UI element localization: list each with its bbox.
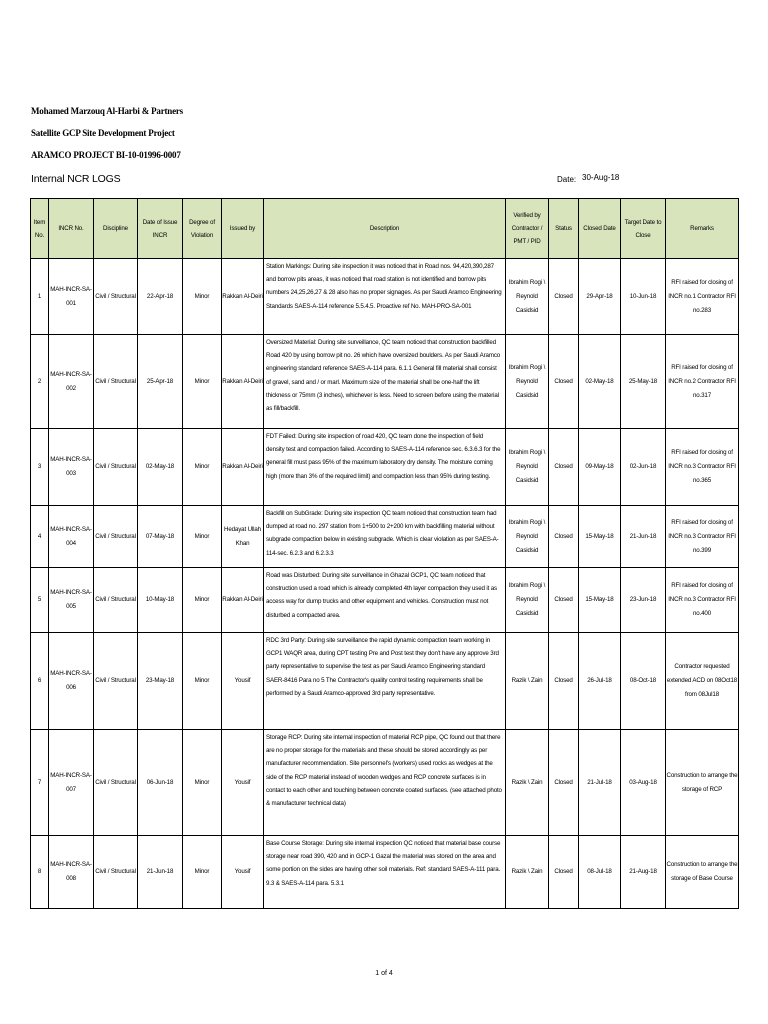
table-row <box>31 568 739 633</box>
target-date-cell: 25-May-18 <box>621 335 666 429</box>
incr-number-cell: MAH-INCR-SA-002 <box>49 335 94 429</box>
description-cell <box>264 730 506 836</box>
table-row <box>31 335 739 429</box>
column-header: Status <box>549 199 579 259</box>
discipline-cell: Civil / Structural <box>94 730 138 836</box>
degree-cell: Minor <box>183 836 222 909</box>
discipline-cell: Civil / Structural <box>94 568 138 633</box>
incr-number-cell: MAH-INCR-SA-001 <box>49 259 94 335</box>
remarks-cell: Contractor requested extended ACD on 08Oct18 from 08Jul18 <box>666 633 739 730</box>
incr-number-cell: MAH-INCR-SA-007 <box>49 730 94 836</box>
project-name: Satellite GCP Site Development Project <box>31 128 175 138</box>
discipline-cell: Civil / Structural <box>94 506 138 568</box>
discipline-cell: Civil / Structural <box>94 836 138 909</box>
issued-by-cell: Rakkan Al-Deiri <box>222 259 264 335</box>
closed-date-cell: 02-May-18 <box>579 335 621 429</box>
status-cell: Closed <box>549 568 579 633</box>
closed-date-cell: 26-Jul-18 <box>579 633 621 730</box>
incr-number-cell: MAH-INCR-SA-004 <box>49 506 94 568</box>
column-header: Verified by Contractor / PMT / PID <box>506 199 549 259</box>
description-cell <box>264 335 506 429</box>
column-header: Discipline <box>94 199 138 259</box>
closed-date-cell: 29-Apr-18 <box>579 259 621 335</box>
degree-cell: Minor <box>183 633 222 730</box>
description-text: Base Course Storage: During site internal inspection QC noticed that material base course storage near road 390, 420 and in GCP-1 Gazal the material was stored on the area and some portion on the sides are having other soil materials. Ref: standard SAES-A-111 para. 9.3 & SAES-A-114 para. 5.3.1 <box>266 840 501 887</box>
remarks-cell: RFI raised for closing of INCR no.2 Contractor RFI no.317 <box>666 335 739 429</box>
discipline-cell: Civil / Structural <box>94 633 138 730</box>
status-cell: Closed <box>549 836 579 909</box>
closed-date-cell: 15-May-18 <box>579 568 621 633</box>
column-header: Target Date to Close <box>621 199 666 259</box>
column-header: Degree of Violation <box>183 199 222 259</box>
description-cell <box>264 506 506 568</box>
remarks-cell: Construction to arrange the storage of Base Course <box>666 836 739 909</box>
status-cell: Closed <box>549 506 579 568</box>
verified-by-cell: Razik \ Zain <box>506 836 549 909</box>
verified-by-cell: Ibrahim Rogi \ Reynold Casidsid <box>506 259 549 335</box>
degree-cell: Minor <box>183 568 222 633</box>
description-text: Oversized Material: During site surveillance, QC team noticed that construction backfilled Road 420 by using borrow pit no. 26 which have oversized boulders. As per Saudi Aramco engineering standard reference SAES-A-114 para. 6.1.1 General fill material shall consist of gravel, sand and / or marl. Maximum size of the material shall be one-half the lift thickness or 75mm (3 inches), whichever is less. Need to screen before using the material as fill/backfill. <box>266 339 501 413</box>
degree-cell: Minor <box>183 335 222 429</box>
column-header: Description <box>264 199 506 259</box>
target-date-cell: 21-Aug-18 <box>621 836 666 909</box>
incr-number-cell: MAH-INCR-SA-006 <box>49 633 94 730</box>
description-text: RDC 3rd Party: During site surveillance the rapid dynamic compaction team working in GCP1 WAQR area, during CPT testing Pre and Post test they don't have any approve 3rd party representative to supervise the test as per Saudi Aramco Engineering standard SAER-8416 Para no 5 The Contractor's quality control testing requirements shall be performed by a Saudi Aramco-approved 3rd party representative. <box>266 637 499 697</box>
status-cell: Closed <box>549 730 579 836</box>
issued-by-cell: Yousif <box>222 633 264 730</box>
table-row <box>31 429 739 506</box>
issued-by-cell: Rakkan Al-Deiri <box>222 335 264 429</box>
degree-cell: Minor <box>183 429 222 506</box>
company-name: Mohamed Marzouq Al-Harbi & Partners <box>31 106 183 116</box>
item-number-cell: 8 <box>31 836 49 909</box>
column-header: INCR No. <box>49 199 94 259</box>
status-cell: Closed <box>549 335 579 429</box>
table-header-row <box>31 199 739 259</box>
item-number-cell: 7 <box>31 730 49 836</box>
target-date-cell: 02-Jun-18 <box>621 429 666 506</box>
item-number-cell: 3 <box>31 429 49 506</box>
issued-by-cell: Rakkan Al-Deiri <box>222 429 264 506</box>
table-row <box>31 633 739 730</box>
target-date-cell: 21-Jun-18 <box>621 506 666 568</box>
document-header <box>31 100 183 166</box>
description-text: Backfill on SubGrade: During site inspection QC team noticed that construction team had dumped at road no. 297 station from 1+500 to 2+200 km with backfilling material without subgrade compaction below in existing subgrade. Which is clear violation as per SAES-A-114-sec. 6.2.3 and 6.2.3.3 <box>266 510 499 557</box>
incr-number-cell: MAH-INCR-SA-008 <box>49 836 94 909</box>
remarks-cell: RFI raised for closing of INCR no.3 Contractor RFI no.399 <box>666 506 739 568</box>
verified-by-cell: Razik \ Zain <box>506 730 549 836</box>
status-cell: Closed <box>549 633 579 730</box>
closed-date-cell: 21-Jul-18 <box>579 730 621 836</box>
table-row <box>31 730 739 836</box>
issue-date-cell: 21-Jun-18 <box>138 836 183 909</box>
issued-by-cell: Hedayat Ullah Khan <box>222 506 264 568</box>
item-number-cell: 4 <box>31 506 49 568</box>
remarks-cell: Construction to arrange the storage of RCP <box>666 730 739 836</box>
status-cell: Closed <box>549 259 579 335</box>
description-cell <box>264 429 506 506</box>
verified-by-cell: Razik \ Zain <box>506 633 549 730</box>
table-row <box>31 836 739 909</box>
column-header: Closed Date <box>579 199 621 259</box>
degree-cell: Minor <box>183 259 222 335</box>
page-number: 1 of 4 <box>375 970 393 977</box>
ncr-log-table <box>30 198 739 909</box>
description-cell <box>264 259 506 335</box>
item-number-cell: 2 <box>31 335 49 429</box>
verified-by-cell: Ibrahim Rogi \ Reynold Casidsid <box>506 429 549 506</box>
aramco-project-number: ARAMCO PROJECT BI-10-01996-0007 <box>31 150 181 160</box>
description-text: Storage RCP: During site internal inspection of material RCP pipe, QC found out that there are no proper storage for the materials and these should be stored accordingly as per manufacturer recommendation. Site personnel's (workers) used rocks as wedges at the side of the RCP material instead of wooden wedges and RCP concrete surfaces is in contact to each other and touching between concrete coated surfaces. (see attached photo & manufacturer technical data) <box>266 734 502 808</box>
description-text: Road was Disturbed: During site surveillance in Ghazal GCP1, QC team noticed that construction used a road which is already completed 4th layer compaction they used it as access way for dump trucks and other equipment and vehicles. Construction must not disturbed a compacted area. <box>266 572 497 619</box>
status-cell: Closed <box>549 429 579 506</box>
description-cell <box>264 633 506 730</box>
closed-date-cell: 15-May-18 <box>579 506 621 568</box>
item-number-cell: 5 <box>31 568 49 633</box>
item-number-cell: 1 <box>31 259 49 335</box>
page-title: Internal NCR LOGS <box>31 173 121 185</box>
column-header: Date of Issue INCR <box>138 199 183 259</box>
table-row <box>31 506 739 568</box>
target-date-cell: 08-Oct-18 <box>621 633 666 730</box>
closed-date-cell: 09-May-18 <box>579 429 621 506</box>
remarks-cell: RFI raised for closing of INCR no.3 Contractor RFI no.400 <box>666 568 739 633</box>
column-header: Item No. <box>31 199 49 259</box>
degree-cell: Minor <box>183 506 222 568</box>
discipline-cell: Civil / Structural <box>94 335 138 429</box>
incr-number-cell: MAH-INCR-SA-003 <box>49 429 94 506</box>
incr-number-cell: MAH-INCR-SA-005 <box>49 568 94 633</box>
issued-by-cell: Yousif <box>222 836 264 909</box>
issued-by-cell: Yousif <box>222 730 264 836</box>
target-date-cell: 23-Jun-18 <box>621 568 666 633</box>
description-text: Station Markings: During site inspection it was noticed that in Road nos. 94,420,390,287 and borrow pits areas, it was noticed that road station is not identified and borrow pits numbers 24,25,26,27 & 28 also has no proper signages. As per Saudi Aramco Engineering Standards SAES-A-114 reference 5.5.4.5. Proactive ref No. MAH-PRO-SA-001 <box>266 263 502 310</box>
target-date-cell: 03-Aug-18 <box>621 730 666 836</box>
description-cell <box>264 836 506 909</box>
issue-date-cell: 22-Apr-18 <box>138 259 183 335</box>
target-date-cell: 10-Jun-18 <box>621 259 666 335</box>
verified-by-cell: Ibrahim Rogi \ Reynold Casidsid <box>506 568 549 633</box>
description-text: FDT Failed: During site inspection of road 420, QC team done the inspection of field density test and compaction failed. According to SAES-A-114 reference sec. 6.3.6.3 for the general fill must pass 95% of the maximum laboratory dry density. The moisture coming high (more than 3% of the required limit) and compaction less than 95% during testing. <box>266 433 501 480</box>
discipline-cell: Civil / Structural <box>94 429 138 506</box>
table-row <box>31 259 739 335</box>
remarks-cell: RFI raised for closing of INCR no.1 Contractor RFI no.283 <box>666 259 739 335</box>
issue-date-cell: 02-May-18 <box>138 429 183 506</box>
verified-by-cell: Ibrahim Rogi \ Reynold Casidsid <box>506 335 549 429</box>
remarks-cell: RFI raised for closing of INCR no.3 Contractor RFI no.365 <box>666 429 739 506</box>
column-header: Issued by <box>222 199 264 259</box>
degree-cell: Minor <box>183 730 222 836</box>
issue-date-cell: 06-Jun-18 <box>138 730 183 836</box>
issue-date-cell: 25-Apr-18 <box>138 335 183 429</box>
issue-date-cell: 07-May-18 <box>138 506 183 568</box>
description-cell <box>264 568 506 633</box>
date-value: 30-Aug-18 <box>582 173 620 182</box>
issued-by-cell: Rakkan Al-Deiri <box>222 568 264 633</box>
item-number-cell: 6 <box>31 633 49 730</box>
verified-by-cell: Ibrahim Rogi \ Reynold Casidsid <box>506 506 549 568</box>
discipline-cell: Civil / Structural <box>94 259 138 335</box>
closed-date-cell: 08-Jul-18 <box>579 836 621 909</box>
table-body <box>31 259 739 909</box>
issue-date-cell: 23-May-18 <box>138 633 183 730</box>
date-label: Date: <box>557 175 577 184</box>
column-header: Remarks <box>666 199 739 259</box>
issue-date-cell: 10-May-18 <box>138 568 183 633</box>
